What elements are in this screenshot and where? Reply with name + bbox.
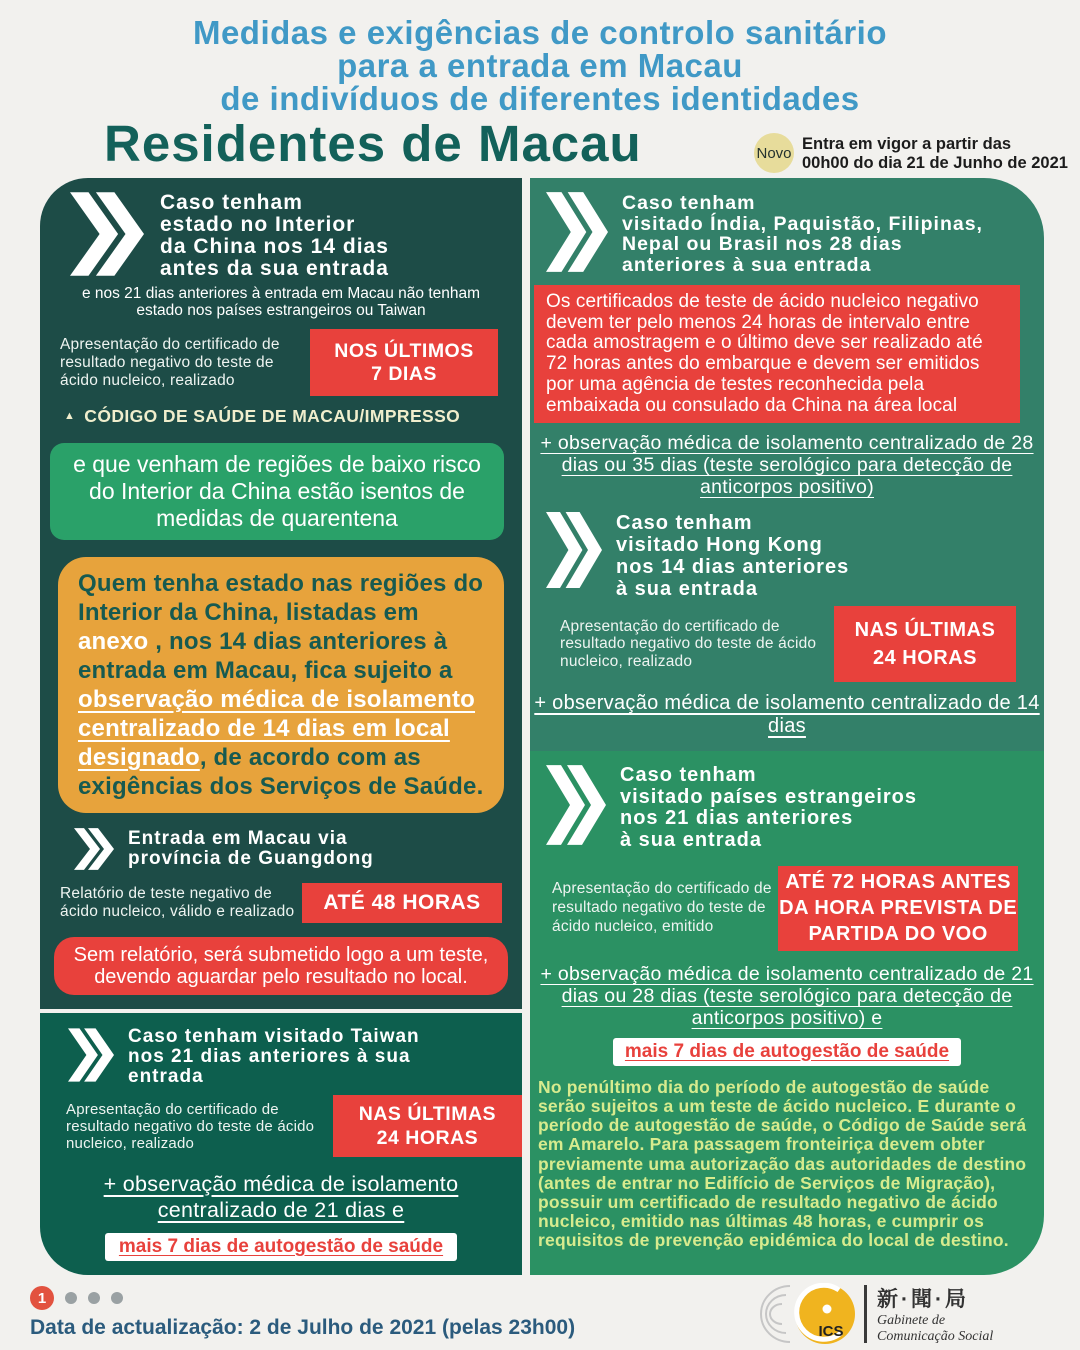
china-condition-note: e nos 21 dias anteriores à entrada em Macau não tenham estado nos países estrangeiros ou Taiwan xyxy=(81,285,481,319)
deadline-box: NAS ÚLTIMAS 24 HORAS xyxy=(834,606,1016,682)
annex-regions-box: Quem tenha estado nas regiões do Interior da China, listadas em anexo , nos 14 dias anteriores à entrada em Macau, fica sujeito a observação médica de isolamento centralizado de 14 dias em local designado, de acordo com as exigências dos Serviços de Saúde. xyxy=(58,557,504,813)
section-india xyxy=(546,190,1044,275)
deadline-box: NOS ÚLTIMOS 7 DIAS xyxy=(310,329,498,396)
novo-badge: Novo xyxy=(754,133,794,173)
isolation-observation-note: + observação médica de isolamento centralizado de 21 dias e xyxy=(103,1172,459,1222)
logo-acronym: ICS xyxy=(818,1323,844,1340)
effective-line: Entra em vigor a partir das xyxy=(802,135,1012,153)
logo-divider xyxy=(864,1285,867,1343)
isolation-observation-note: + observação médica de isolamento centralizado de 28 dias ou 35 dias (teste serológico para detecção de anticorpos positivo) xyxy=(540,432,1034,498)
logo-subtitle: Comunicação Social xyxy=(877,1329,994,1344)
effective-line: 00h00 do dia 21 de Junho de 2021 xyxy=(802,153,1068,172)
section-heading: Entrada em Macau via província de Guangdong xyxy=(128,828,374,869)
section-foreign xyxy=(546,763,1044,852)
chevron-icon xyxy=(546,510,602,590)
self-management-pill: mais 7 dias de autogestão de saúde xyxy=(613,1038,961,1066)
deadline-box: ATÉ 72 HORAS ANTES DA HORA PREVISTA DE PARTIDA DO VOO xyxy=(778,866,1018,951)
isolation-observation-note: + observação médica de isolamento centralizado de 14 dias xyxy=(534,692,1040,738)
update-date: Data de actualização: 2 de Julho de 2021 (pelas 23h00) xyxy=(30,1316,576,1339)
current-page-dot: 1 xyxy=(30,1286,54,1310)
logo-chinese-name: 新·聞·局 xyxy=(877,1288,969,1311)
certificate-text: Apresentação do certificado de resultado negativo do teste de ácido nucleico, realizado xyxy=(60,335,280,389)
title-line: Medidas e exigências de controlo sanitário xyxy=(192,14,888,51)
health-code-label: CÓDIGO DE SAÚDE DE MACAU/IMPRESSO xyxy=(84,406,461,426)
chevron-icon xyxy=(546,763,606,847)
guangdong-requirement-row xyxy=(60,883,502,923)
section-hongkong xyxy=(546,510,1044,600)
panel-foreign-countries xyxy=(530,751,1044,1275)
page-dot xyxy=(111,1292,123,1304)
panel-india-hongkong xyxy=(530,178,1044,751)
no-report-warning-box: Sem relatório, será submetido logo a um teste, devendo aguardar pelo resultado no local. xyxy=(54,937,508,995)
hongkong-requirement-row xyxy=(560,606,1016,682)
section-heading: Caso tenham visitado Hong Kong nos 14 dias anteriores à sua entrada xyxy=(616,512,850,601)
certificate-text: Apresentação do certificado de resultado negativo do teste de ácido nucleico, emitido xyxy=(552,880,772,935)
quarantine-exempt-box: e que venham de regiões de baixo risco do Interior da China estão isentos de medidas de quarentena xyxy=(50,443,504,540)
gcs-emblem-icon xyxy=(794,1283,856,1345)
foreign-requirement-row xyxy=(552,866,1018,951)
section-heading: Caso tenham visitado Taiwan nos 21 dias anteriores à sua entrada xyxy=(128,1026,420,1087)
taiwan-requirement-row xyxy=(66,1095,522,1157)
audience-heading: Residentes de Macau xyxy=(104,115,642,172)
self-management-pill: mais 7 dias de autogestão de saúde xyxy=(105,1233,457,1261)
annex-link[interactable]: anexo xyxy=(78,628,149,655)
self-management-detail-note: No penúltimo dia do período de autogestão de saúde serão sujeitos a um teste de ácido nucleico. E durante o período de autogestão de saúde, o Código de Saúde será em Amarelo. Para passagem fronteiriça devem obter previamente uma autorização das autoridades de destino (antes de entrar no Edifício de Serviços de Migração), possuir um certificado de resultado negativo de ácido nucleico, emitido nas últimas 48 horas, e cumprir os requisitos de prevenção epidémica do local de destino. xyxy=(538,1076,1027,1251)
chevron-icon xyxy=(68,1027,114,1083)
certificate-text: Apresentação do certificado de resultado negativo do teste de ácido nucleico, realizado xyxy=(66,1100,315,1152)
title-line: de indivíduos de diferentes identidades xyxy=(220,80,860,117)
section-heading: Caso tenham visitado Índia, Paquistão, Filipinas, Nepal ou Brasil nos 28 dias anteriores à sua entrada xyxy=(622,192,983,276)
signal-arcs-icon xyxy=(760,1283,794,1345)
china-requirement-row xyxy=(60,329,498,396)
logo-subtitle: Gabinete de xyxy=(877,1313,946,1328)
page-title xyxy=(0,16,1080,115)
section-taiwan xyxy=(68,1027,522,1087)
certificate-text: Apresentação do certificado de resultado negativo do teste de ácido nucleico, realizado xyxy=(560,617,817,671)
chevron-icon xyxy=(546,190,608,274)
deadline-box: ATÉ 48 HORAS xyxy=(302,883,502,923)
section-guangdong xyxy=(74,827,522,871)
test-requirement-box: Os certificados de teste de ácido nucleico negativo devem ter pelo menos 24 horas de intervalo entre cada amostragem e o último deve ser realizado até 72 horas antes do embarque e devem ser emitidos por uma agência de testes reconhecida pela embaixada ou consulado da China na área local xyxy=(534,285,1020,423)
triangle-icon: ▲ xyxy=(64,410,76,422)
isolation-observation-note: + observação médica de isolamento centralizado de 21 dias ou 28 dias (teste serológico para detecção de anticorpos positivo) e xyxy=(540,962,1034,1030)
title-line: para a entrada em Macau xyxy=(337,47,743,84)
chevron-icon xyxy=(74,827,114,871)
chevron-icon xyxy=(70,190,144,278)
page-indicator xyxy=(30,1286,123,1310)
section-china xyxy=(70,190,522,280)
section-heading: Caso tenham estado no Interior da China nos 14 dias antes da sua entrada xyxy=(160,191,389,280)
logo-text xyxy=(877,1283,993,1345)
section-heading: Caso tenham visitado países estrangeiros nos 21 dias anteriores à sua entrada xyxy=(620,764,918,852)
health-code-line xyxy=(64,406,522,427)
certificate-text: Relatório de teste negativo de ácido nucleico, válido e realizado xyxy=(60,885,295,920)
gcs-logo xyxy=(760,1283,993,1345)
page-dot xyxy=(88,1292,100,1304)
panel-taiwan xyxy=(40,1013,522,1275)
panel-mainland-china xyxy=(40,178,522,1009)
page-dot xyxy=(65,1292,77,1304)
isolation-underlined-text: observação médica de isolamento centralizado de 14 dias em local designado xyxy=(78,686,476,771)
effective-date-note xyxy=(802,135,1068,172)
deadline-box: NAS ÚLTIMAS 24 HORAS xyxy=(333,1095,522,1157)
